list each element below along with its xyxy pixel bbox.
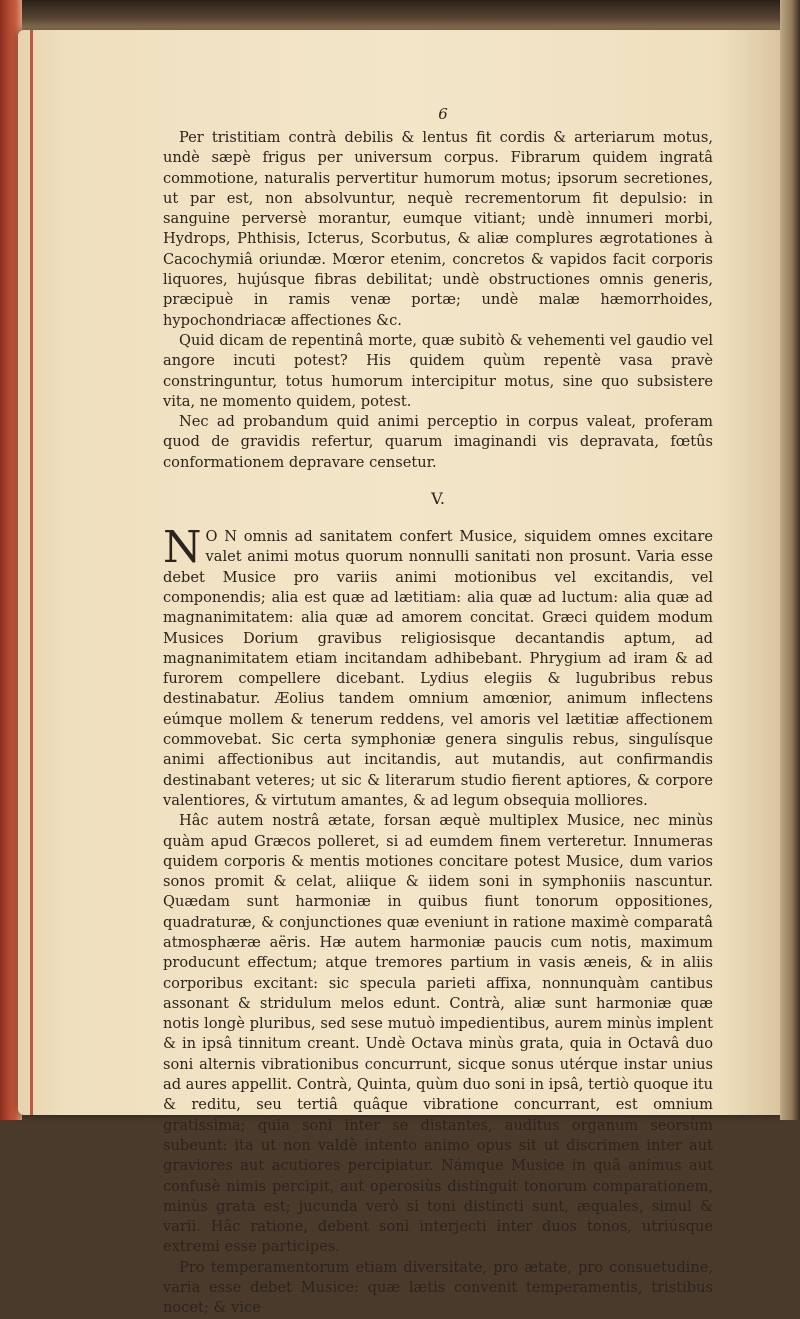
section-heading: V. bbox=[431, 489, 445, 509]
drop-cap-letter: N bbox=[163, 522, 202, 574]
paragraph-gravidis: Nec ad probandum quid animi perceptio in corpus valeat, proferam quod de gravidis refertur, quarum imaginandi vis depravata, fœtûs conformationem depravare censetur. bbox=[163, 413, 713, 471]
page-number: 6 bbox=[438, 105, 448, 123]
page-red-margin bbox=[30, 30, 33, 1115]
paragraph-tristitia: Per tristitiam contrà debilis & lentus fit cordis & arteriarum motus, undè sæpè frigus per universum corpus. Fibrarum quidem ingratâ commotione, naturalis pervertitur humorum motus; ipsorum secretiones, ut par est, non absolvuntur, nequè recrementorum fit depulsio: in sanguine perversè morantur, eumque vitiant; undè innumeri morbi, Hydrops, Phthisis, Icterus, Scorbutus, & aliæ complures ægrotationes à Cacochymiâ oriundæ. Mœror etenim, concretos & vapidos facit corporis liquores, hujúsque fibras debilitat; undè obstructiones omnis generis, præcipuè in ramis venæ portæ; undè malæ hæmorrhoides, hypochondriacæ affectiones &c. bbox=[163, 129, 713, 329]
book-top-edge bbox=[18, 0, 800, 32]
paragraph-temperamentorum: Pro temperamentorum etiam diversitate, pro ætate, pro consuetudine, varia esse debet Musice: quæ lætis convenit temperamentis, tristibus nocet; & vice bbox=[163, 1258, 713, 1317]
paragraph-nostra-aetate: Hâc autem nostrâ ætate, forsan æquè multiplex Musice, nec minùs quàm apud Græcos polleret, si ad eumdem finem verteretur. Innumeras quidem corporis & mentis motiones concitare potest Musice, dum varios sonos promit & celat, aliique & iidem soni in symphoniis nascuntur. Quædam sunt harmoniæ in quibus fiunt tonorum oppositiones, quadraturæ, & conjunctiones quæ eveniunt in ratione maximè comparatâ atmosphæræ aëris. Hæ autem harmoniæ paucis cum notis, maximum producunt effectum; atque tremores partium in vasis æneis, & in aliis corporibus excitant: sic specula parieti affixa, nonnunquàm cantibus assonant & stridulum melos edunt. Contrà, aliæ sunt harmoniæ quæ notis longè pluribus, sed sese mutuò impedientibus, aurem minùs implent & in ipsâ tinnitum creant. Undè Octava minùs grata, quia in Octavâ duo soni alternis vibrationibus concurrunt, sicque sonus utérque instar unius ad aures appellit. Contrà, Quinta, quùm duo soni in ipsâ, tertiò quoque itu & reditu, seu tertiâ quâque vibratione concurrant, est omnium gratissima; quia soni inter se distantes, auditus organum seorsùm subeunt: ita ut non valdè intento animo opus sit ut discrimen inter aut graviores aut acutiores percipiatur. Námque Musice in quâ animus aut confusè nimis percipit, aut operosiùs distinguit tonorum comparationem, minùs grata est; jucunda verò si toni distincti sunt, æquales, simul & varii. Hâc ratione, debent soni interjecti inter duos tonos, utriúsque extremi esse participes. bbox=[163, 812, 713, 1256]
paragraph-repentina-morte: Quid dicam de repentinâ morte, quæ subitò & vehementi vel gaudio vel angore incuti potest? His quidem quùm repentè vasa pravè constringuntur, totus humorum intercipitur motus, sine quo subsistere vita, ne momento quidem, potest. bbox=[163, 331, 713, 410]
section-first-paragraph bbox=[163, 522, 713, 811]
book-right-edge bbox=[780, 0, 800, 1120]
page-text-block bbox=[163, 100, 713, 1319]
section-first-paragraph-text: O N omnis ad sanitatem confert Musice, siquidem omnes excitare valet animi motus quorum nonnulli sanitati non prosunt. Varia esse debet Musice pro variis animi motionibus vel excitandis, vel componendis; alia est quæ ad lætitiam: alia quæ ad luctum: alia quæ ad magnanimitatem: alia quæ ad amorem concitat. Græci quidem modum Musices Dorium gravibus religiosisque decantandis aptum, ad magnanimitatem etiam incitandam adhibebant. Phrygium ad iram & ad furorem compellere dicebant. Lydius elegiis & lugubribus rebus destinabatur. Æolius tandem omnium amœnior, animum inflectens eúmque mollem & tenerum reddens, vel amoris vel lætitiæ affectionem commovebat. Sic certa symphoniæ genera singulis rebus, singulísque animi affectionibus aut incitandis, aut mutandis, aut confirmandis destinabant veteres; ut sic & literarum studio fierent aptiores, & corpore valentiores, & virtutum amantes, & ad legum obsequia molliores. bbox=[163, 528, 713, 809]
